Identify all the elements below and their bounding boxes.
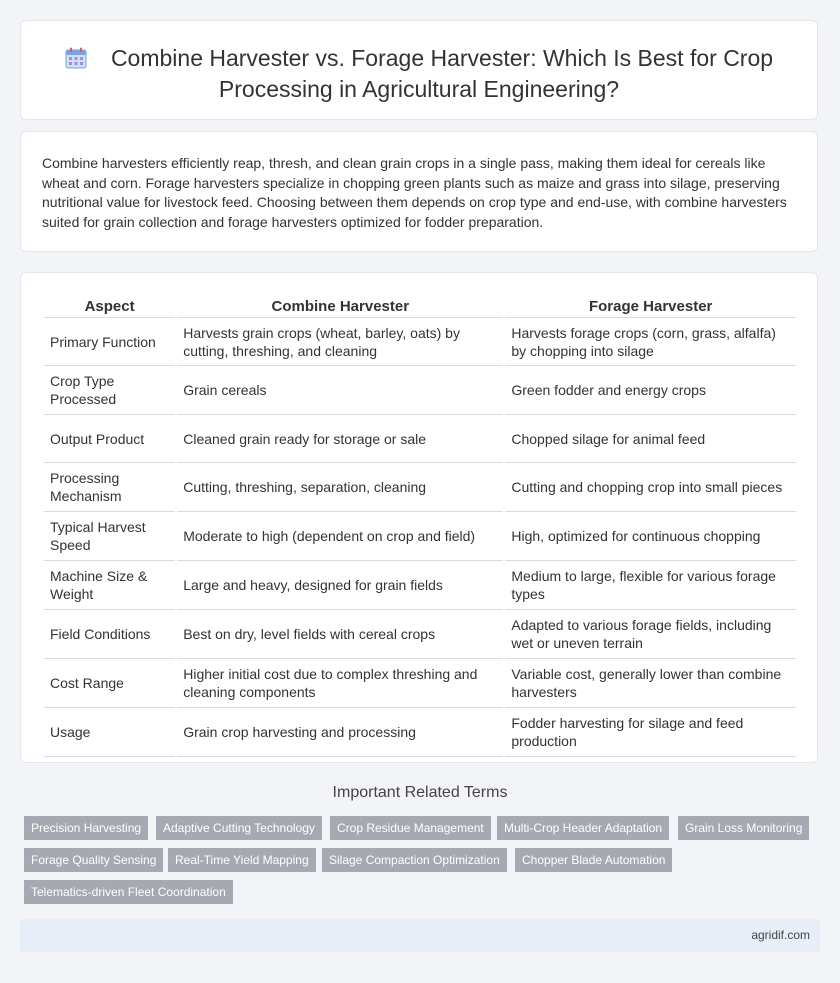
forage-cell: Fodder harvesting for silage and feed production [505, 708, 796, 757]
aspect-cell: Typical Harvest Speed [44, 512, 175, 561]
aspect-cell: Machine Size & Weight [44, 561, 175, 610]
footer-site[interactable]: agridif.com [751, 928, 810, 942]
combine-cell: Cleaned grain ready for storage or sale [177, 415, 503, 463]
footer [20, 919, 820, 952]
table-row [44, 512, 796, 561]
aspect-cell: Crop Type Processed [44, 366, 175, 415]
tag-telematics-driven-fleet-coordination[interactable]: Telematics-driven Fleet Coordination [24, 880, 233, 904]
tag-grain-loss-monitoring[interactable]: Grain Loss Monitoring [678, 816, 809, 840]
combine-cell: Higher initial cost due to complex threshing and cleaning components [177, 659, 503, 708]
combine-cell: Moderate to high (dependent on crop and field) [177, 512, 503, 561]
table-row [44, 366, 796, 415]
combine-cell: Grain cereals [177, 366, 503, 415]
intro-card [20, 131, 818, 252]
table-row [44, 708, 796, 757]
header-combine: Combine Harvester [177, 297, 503, 318]
forage-cell: Variable cost, generally lower than combine harvesters [505, 659, 796, 708]
table-row [44, 561, 796, 610]
combine-cell: Large and heavy, designed for grain fields [177, 561, 503, 610]
aspect-cell: Field Conditions [44, 610, 175, 659]
tag-chopper-blade-automation[interactable]: Chopper Blade Automation [515, 848, 672, 872]
table-row [44, 463, 796, 512]
comparison-card [20, 272, 818, 763]
title-card [20, 20, 818, 120]
table-row [44, 415, 796, 463]
calendar-icon [65, 47, 87, 69]
tag-real-time-yield-mapping[interactable]: Real-Time Yield Mapping [168, 848, 316, 872]
aspect-cell: Processing Mechanism [44, 463, 175, 512]
table-header-row [44, 297, 796, 318]
combine-cell: Cutting, threshing, separation, cleaning [177, 463, 503, 512]
aspect-cell: Cost Range [44, 659, 175, 708]
tag-adaptive-cutting-technology[interactable]: Adaptive Cutting Technology [156, 816, 322, 840]
comparison-table [42, 297, 798, 757]
tag-silage-compaction-optimization[interactable]: Silage Compaction Optimization [322, 848, 507, 872]
table-row [44, 318, 796, 366]
forage-cell: High, optimized for continuous chopping [505, 512, 796, 561]
forage-cell: Chopped silage for animal feed [505, 415, 796, 463]
forage-cell: Medium to large, flexible for various forage types [505, 561, 796, 610]
tag-crop-residue-management[interactable]: Crop Residue Management [330, 816, 491, 840]
page-title: Combine Harvester vs. Forage Harvester: Which Is Best for Crop Processing in Agricultural Engineering? [110, 45, 774, 102]
forage-cell: Cutting and chopping crop into small pieces [505, 463, 796, 512]
tag-precision-harvesting[interactable]: Precision Harvesting [24, 816, 148, 840]
header-forage: Forage Harvester [505, 297, 796, 318]
combine-cell: Best on dry, level fields with cereal crops [177, 610, 503, 659]
tag-forage-quality-sensing[interactable]: Forage Quality Sensing [24, 848, 163, 872]
related-terms-title: Important Related Terms [332, 784, 508, 801]
page-title-wrap [21, 43, 817, 105]
intro-paragraph: Combine harvesters efficiently reap, thresh, and clean grain crops in a single pass, making them ideal for cereals like wheat and corn. Forage harvesters specialize in chopping green plants such as maize and grass into silage, preserving nutritional value for livestock feed. Choosing between them depends on crop type and end-use, with combine harvesters suited for grain collection and forage harvesters optimized for fodder preparation. [42, 155, 787, 230]
header-aspect: Aspect [44, 297, 175, 318]
combine-cell: Grain crop harvesting and processing [177, 708, 503, 757]
aspect-cell: Primary Function [44, 318, 175, 366]
forage-cell: Green fodder and energy crops [505, 366, 796, 415]
aspect-cell: Output Product [44, 415, 175, 463]
forage-cell: Adapted to various forage fields, including wet or uneven terrain [505, 610, 796, 659]
table-row [44, 659, 796, 708]
combine-cell: Harvests grain crops (wheat, barley, oats) by cutting, threshing, and cleaning [177, 318, 503, 366]
table-row [44, 610, 796, 659]
tag-multi-crop-header-adaptation[interactable]: Multi-Crop Header Adaptation [497, 816, 669, 840]
forage-cell: Harvests forage crops (corn, grass, alfalfa) by chopping into silage [505, 318, 796, 366]
aspect-cell: Usage [44, 708, 175, 757]
